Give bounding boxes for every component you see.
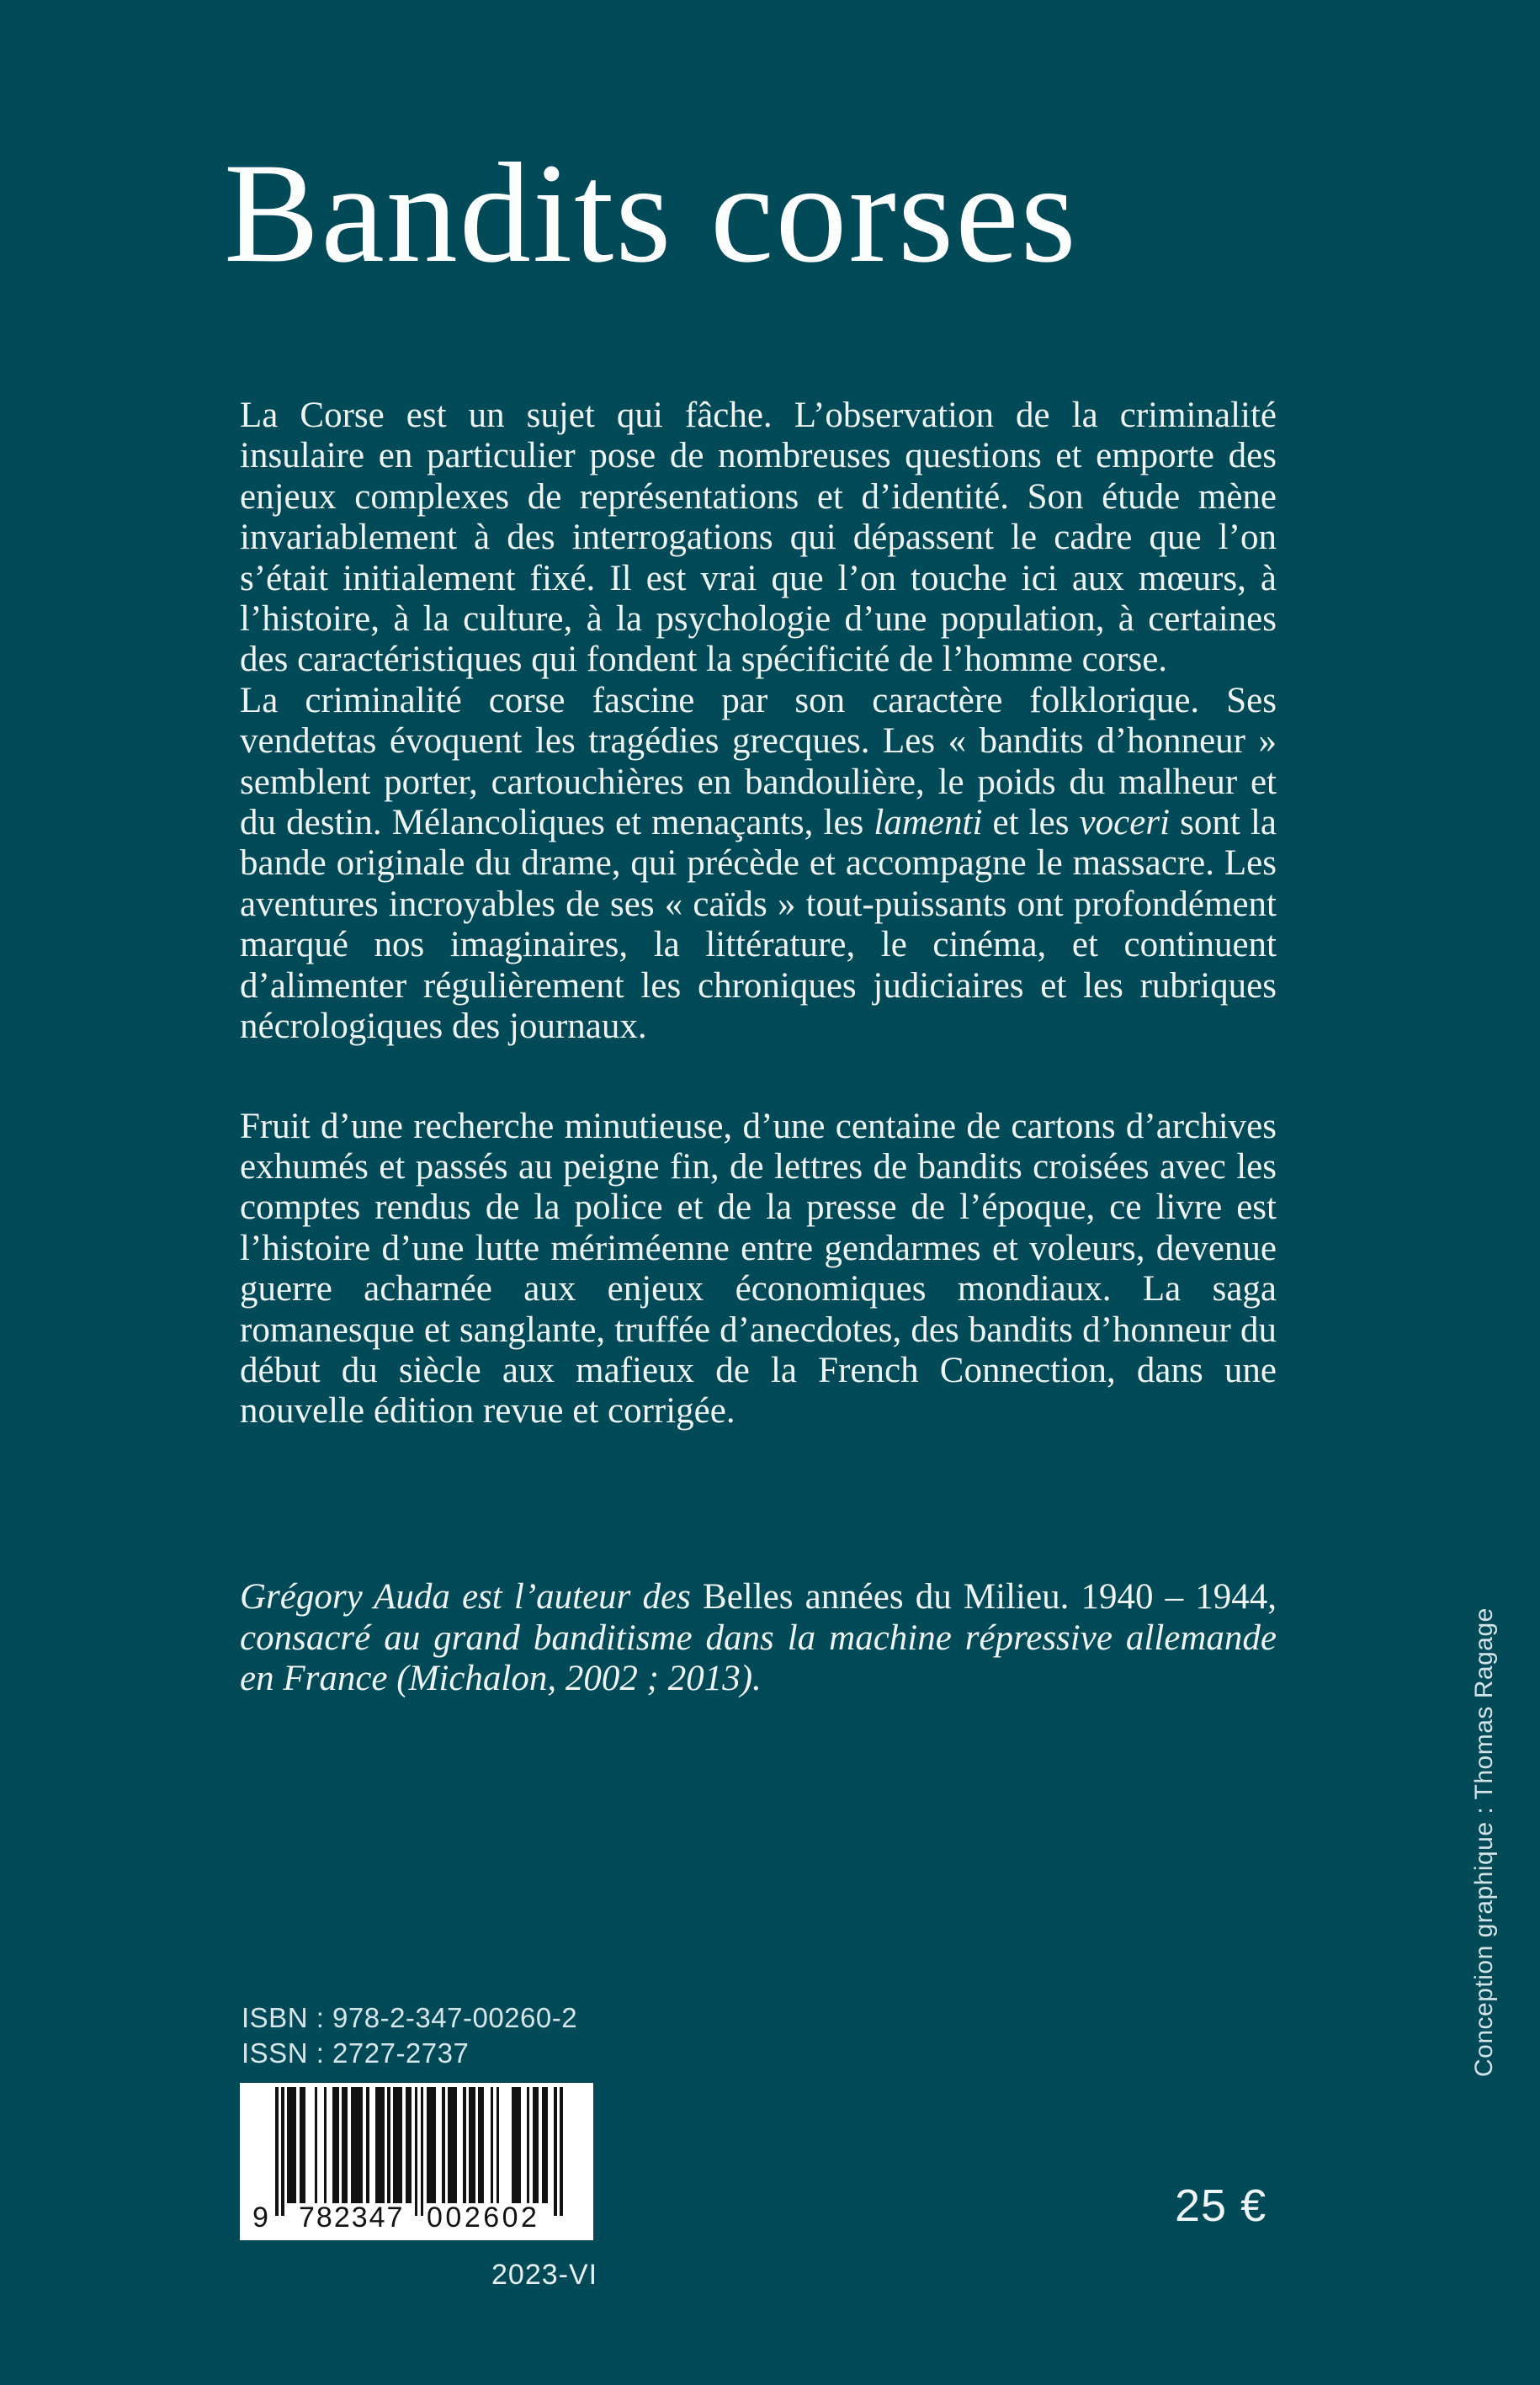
barcode-bar: [315, 2087, 318, 2203]
edition-code: 2023-VI: [491, 2259, 598, 2291]
synopsis-paragraph-2: [240, 681, 1277, 1048]
barcode-bar: [472, 2087, 475, 2203]
ean13-barcode: [240, 2083, 593, 2240]
barcode-bar: [381, 2087, 385, 2203]
barcode-bar: [554, 2087, 557, 2216]
synopsis-paragraph-1: La Corse est un sujet qui fâche. L’observation de la criminalité insulaire en particulier pose de nombreuses questions et emporte des enjeux complexes de représentations et d’identité. Son étude mène invariablement à des interrogations qui dépassent le cadre que l’on s’était initialement fixé. Il est vrai que l’on touche ici aux mœurs, à l’histoire, à la culture, à la psychologie d’une population, à certaines des caractéristiques qui fondent la spécificité de l’homme corse.: [240, 396, 1277, 680]
barcode-bar: [560, 2087, 563, 2216]
barcode-bar: [275, 2087, 279, 2216]
synopsis-p2-text-1: La criminalité corse fascine par son caractère folklorique. Ses vendettas évoquent les tragédies grecques. Les « bandits d’honneur » semblent porter, cartouchières en bandoulière, le poids du malheur et du destin. Mélancoliques et menaçants, les: [240, 680, 1277, 843]
book-title: Bandits corses: [224, 134, 1078, 292]
barcode-bar: [527, 2087, 530, 2203]
barcode-bar: [442, 2087, 445, 2203]
barcode-bar: [360, 2087, 364, 2203]
barcode-digits-group-1: 782347: [299, 2202, 405, 2234]
synopsis-p2-italic-voceri: voceri: [1079, 803, 1171, 843]
identifiers-block: [242, 2000, 577, 2071]
synopsis-p2-italic-lamenti: lamenti: [874, 803, 983, 843]
design-credit-vertical: Conception graphique : Thomas Ragage: [1470, 1607, 1498, 2077]
barcode-bar: [408, 2087, 412, 2203]
isbn-line: ISBN : 978-2-347-00260-2: [242, 2002, 578, 2033]
barcode-bar: [497, 2087, 500, 2203]
barcode-bar: [544, 2087, 548, 2203]
barcode-bar: [324, 2087, 327, 2203]
barcode-bar: [415, 2087, 418, 2216]
barcode-bar: [302, 2087, 305, 2203]
barcode-bar: [336, 2087, 339, 2203]
author-note-italic-1: Grégory Auda est l’auteur des: [240, 1577, 704, 1617]
synopsis-paragraph-3: Fruit d’une recherche minutieuse, d’une centaine de cartons d’archives exhumés et passés au peigne fin, de lettres de bandits croisées avec les comptes rendus de la police et de la presse de l’époque, ce livre est l’histoire d’une lutte mériméenne entre gendarmes et voleurs, devenue guerre acharnée aux enjeux économiques mondiaux. La saga romanesque et sanglante, truffée d’anecdotes, des bandits d’honneur du début du siècle aux mafieux de la French Connection, dans une nouvelle édition revue et corrigée.: [240, 1106, 1277, 1432]
barcode-bar: [433, 2087, 436, 2203]
barcode-bar: [400, 2087, 403, 2203]
barcode-bar: [463, 2087, 466, 2203]
synopsis-p2-text-2: et les: [982, 803, 1080, 843]
barcode-bar: [491, 2087, 494, 2203]
barcode-bar: [387, 2087, 390, 2203]
barcode-bar: [481, 2087, 485, 2203]
author-note-italic-2: consacré au grand banditisme dans la machine répressive allemande en France (Michalon, 2002 ; 2013).: [240, 1617, 1277, 1699]
author-note: [240, 1577, 1277, 1700]
barcode-digits-group-2: 002602: [427, 2202, 540, 2234]
barcode-digit-left: 9: [252, 2202, 270, 2234]
barcode-bar: [281, 2087, 284, 2216]
barcode-bar: [421, 2087, 424, 2216]
price: 25 €: [1175, 2180, 1267, 2231]
barcode-bar: [536, 2087, 539, 2203]
synopsis: [240, 396, 1277, 1432]
barcode-bar: [454, 2087, 457, 2203]
barcode-bars: [275, 2087, 563, 2218]
barcode-bar: [518, 2087, 521, 2203]
barcode-bar: [366, 2087, 369, 2203]
synopsis-p2-text-3: sont la bande originale du drame, qui précède et accompagne le massacre. Les aventures incroyables de ses « caïds » tout-puissants ont profondément marqué nos imaginaires, la littérature, le cinéma, et continuent d’alimenter régulièrement les chroniques judiciaires et les rubriques nécrologiques des journaux.: [240, 803, 1277, 1047]
author-note-book-reference: Belles années du Milieu. 1940 – 1944,: [703, 1577, 1277, 1617]
barcode-bar: [294, 2087, 297, 2203]
issn-line: ISSN : 2727-2737: [242, 2037, 470, 2069]
barcode-bar: [345, 2087, 348, 2203]
